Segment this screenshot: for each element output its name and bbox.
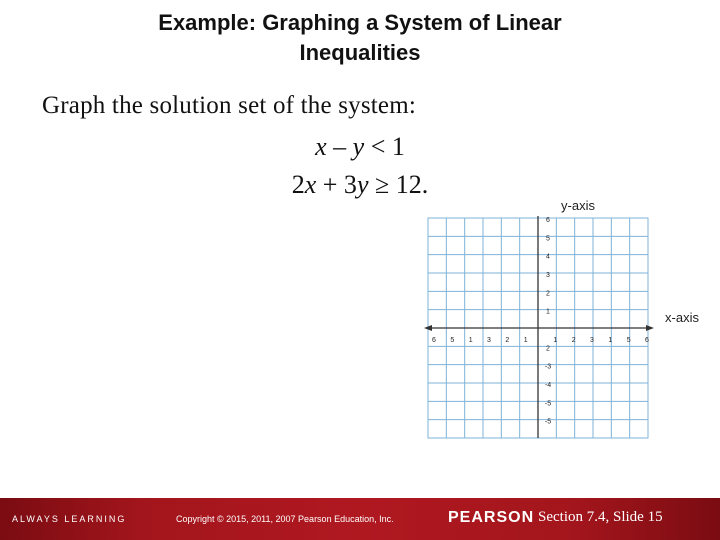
- slide-number: Section 7.4, Slide 15: [538, 509, 663, 525]
- rhs: < 1: [364, 132, 405, 161]
- x-tick-label: 1: [553, 337, 558, 344]
- x-tick-label: 5: [450, 337, 455, 344]
- x-tick-label: 1: [468, 337, 473, 344]
- x-tick-label: 3: [487, 337, 491, 344]
- grid-graphic: [400, 192, 720, 447]
- rhs: ≥ 12.: [368, 170, 429, 199]
- x-axis-label: x-axis: [665, 310, 699, 325]
- var-y: y: [356, 170, 369, 199]
- pearson-logo: PEARSON: [448, 509, 535, 526]
- y-tick-label: 3: [546, 272, 550, 279]
- footer-tagline: ALWAYS LEARNING: [12, 514, 127, 524]
- x-tick-label: 5: [626, 337, 631, 344]
- var-x: x: [315, 132, 327, 161]
- y-axis-label: y-axis: [561, 198, 595, 213]
- x-tick-label: 1: [608, 337, 613, 344]
- y-tick-label: -3: [544, 363, 552, 371]
- slide-title: [60, 8, 660, 68]
- x-tick-label: 2: [571, 337, 576, 344]
- var-y: y: [352, 132, 365, 161]
- coordinate-grid: [400, 192, 720, 447]
- y-tick-label: 2: [546, 345, 550, 353]
- x-tick-label: 6: [645, 337, 649, 344]
- x-tick-label: 3: [590, 337, 594, 344]
- y-tick-label: 1: [546, 308, 550, 316]
- y-tick-label: -5: [544, 418, 552, 426]
- slide-title-line2: Inequalities: [299, 40, 421, 65]
- y-tick-label: 4: [546, 253, 550, 261]
- y-tick-label: 6: [546, 217, 550, 224]
- y-tick-label: 2: [546, 290, 550, 298]
- x-tick-label: 2: [505, 337, 510, 344]
- mid: + 3: [316, 170, 357, 199]
- y-tick-label: 5: [546, 235, 550, 243]
- y-tick-label: -5: [544, 400, 552, 408]
- problem-prompt: Graph the solution set of the system:: [42, 92, 417, 119]
- x-tick-label: 6: [432, 337, 436, 344]
- footer-copyright: Copyright © 2015, 2011, 2007 Pearson Education, Inc.: [176, 514, 394, 524]
- operator: –: [326, 132, 353, 161]
- coef: 2: [291, 170, 305, 199]
- footer-bar: [0, 498, 720, 540]
- var-x: x: [304, 170, 317, 199]
- slide-title-line1: Example: Graphing a System of Linear: [158, 10, 562, 35]
- inequality-1: [210, 132, 510, 162]
- y-tick-label: -4: [544, 382, 552, 389]
- x-axis-arrow-right: [646, 325, 654, 331]
- x-tick-label: 1: [523, 337, 528, 344]
